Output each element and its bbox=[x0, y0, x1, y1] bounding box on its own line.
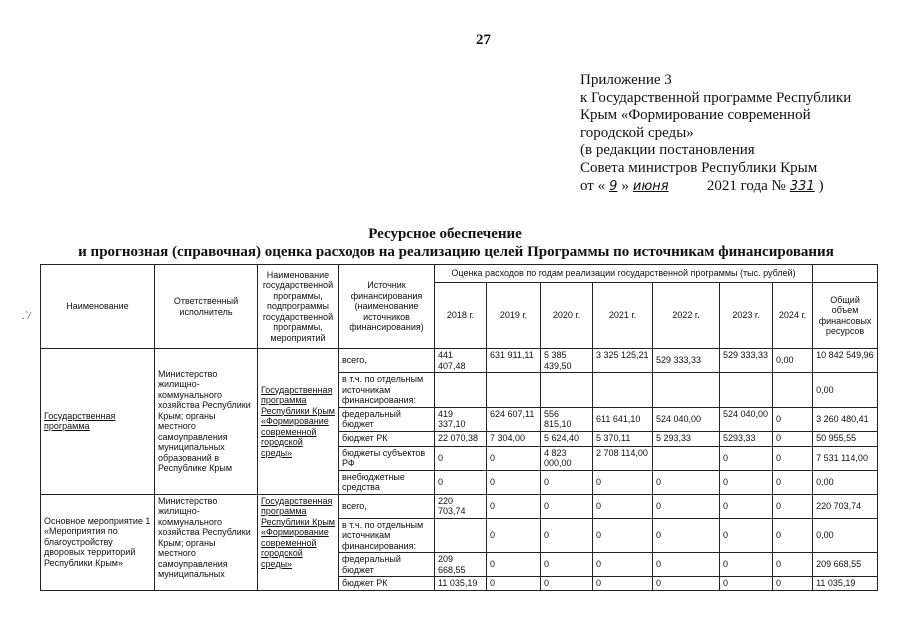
cell-value: 22 070,38 bbox=[435, 431, 487, 446]
cell-total: 11 035,19 bbox=[813, 577, 878, 591]
cell-value bbox=[487, 373, 541, 408]
cell-value: 524 040,00 bbox=[653, 407, 720, 431]
cell-value: 0 bbox=[720, 470, 773, 494]
cell-value: 0 bbox=[487, 446, 541, 470]
row-responsible: Министерство жилищно-коммунального хозяйства Республики Крым; органы местного самоуправления муниципальных bbox=[155, 494, 258, 590]
cell-value: 11 035,19 bbox=[435, 577, 487, 591]
row-source: бюджеты субъектов РФ bbox=[339, 446, 435, 470]
cell-value: 7 304,00 bbox=[487, 431, 541, 446]
cell-value: 0 bbox=[653, 470, 720, 494]
cell-value: 0 bbox=[435, 446, 487, 470]
cell-value bbox=[593, 373, 653, 408]
cell-value: 529 333,33 bbox=[720, 349, 773, 373]
handwritten-number: 331 bbox=[789, 178, 815, 194]
header-year: 2019 г. bbox=[487, 283, 541, 349]
row-name: Государственная программа bbox=[41, 349, 155, 495]
appendix-line: Приложение 3 bbox=[580, 72, 672, 88]
cell-value bbox=[773, 373, 813, 408]
header-program: Наименование государственной программы, подпрограммы государственной программы, мероприятий bbox=[258, 265, 339, 349]
cell-value: 0 bbox=[541, 494, 593, 518]
row-program: Государственная программа Республики Крым «Формирование современной городской среды» bbox=[258, 349, 339, 495]
header-total: Общий объем финансовых ресурсов bbox=[813, 283, 878, 349]
cell-value: 0 bbox=[487, 518, 541, 553]
cell-total: 209 668,55 bbox=[813, 553, 878, 577]
cell-value: 5293,33 bbox=[720, 431, 773, 446]
header-year: 2020 г. bbox=[541, 283, 593, 349]
cell-value: 4 823 000,00 bbox=[541, 446, 593, 470]
cell-value: 529 333,33 bbox=[653, 349, 720, 373]
cell-value: 0 bbox=[653, 518, 720, 553]
cell-total: 10 842 549,96 bbox=[813, 349, 878, 373]
cell-value: 5 385 439,50 bbox=[541, 349, 593, 373]
date-prefix: от « bbox=[580, 177, 606, 194]
cell-value: 0 bbox=[541, 470, 593, 494]
page-number: 27 bbox=[476, 32, 491, 48]
row-source: федеральный бюджет bbox=[339, 553, 435, 577]
handwritten-day: 9 bbox=[609, 178, 618, 194]
cell-value: 624 607,11 bbox=[487, 407, 541, 431]
header-year: 2024 г. bbox=[773, 283, 813, 349]
row-source: внебюджетные средства bbox=[339, 470, 435, 494]
cell-value: 0 bbox=[541, 577, 593, 591]
cell-total: 0,00 bbox=[813, 373, 878, 408]
date-mid: » bbox=[621, 177, 629, 194]
header-name: Наименование bbox=[41, 265, 155, 349]
cell-value: 524 040,00 bbox=[720, 407, 773, 431]
cell-value: 0 bbox=[773, 470, 813, 494]
cell-total: 50 955,55 bbox=[813, 431, 878, 446]
cell-value: 0 bbox=[773, 494, 813, 518]
cell-value: 556 815,10 bbox=[541, 407, 593, 431]
appendix-line: Совета министров Республики Крым bbox=[580, 159, 818, 176]
cell-total: 7 531 114,00 bbox=[813, 446, 878, 470]
document-title bbox=[0, 225, 904, 261]
appendix-line: к Государственной программе Республики bbox=[580, 89, 852, 106]
appendix-line: (в редакции постановления bbox=[580, 142, 755, 159]
cell-total: 0,00 bbox=[813, 470, 878, 494]
cell-value: 209 668,55 bbox=[435, 553, 487, 577]
appendix-line: городской среды» bbox=[580, 124, 694, 141]
cell-value: 0 bbox=[773, 407, 813, 431]
cell-total: 3 260 480,41 bbox=[813, 407, 878, 431]
cell-value: 0 bbox=[593, 553, 653, 577]
cell-value: 0 bbox=[720, 518, 773, 553]
cell-value: 0 bbox=[720, 494, 773, 518]
header-empty bbox=[813, 265, 878, 283]
cell-value: 611 641,10 bbox=[593, 407, 653, 431]
row-program: Государственная программа Республики Крым «Формирование современной городской среды» bbox=[258, 494, 339, 590]
row-name: Основное мероприятие 1 «Мероприятия по благоустройству дворовых территорий Республики Крым» bbox=[41, 494, 155, 590]
resolution-date-line bbox=[580, 178, 851, 196]
cell-value: 0 bbox=[773, 518, 813, 553]
cell-value: 0 bbox=[487, 553, 541, 577]
cell-value: 0 bbox=[720, 577, 773, 591]
row-source: в т.ч. по отдельным источникам финансирования: bbox=[339, 518, 435, 553]
cell-value: 0 bbox=[653, 494, 720, 518]
row-source: бюджет РК bbox=[339, 577, 435, 591]
cell-value: 0 bbox=[487, 577, 541, 591]
cell-value: 5 624,40 bbox=[541, 431, 593, 446]
cell-value bbox=[720, 373, 773, 408]
header-year: 2021 г. bbox=[593, 283, 653, 349]
cell-value bbox=[435, 373, 487, 408]
date-year: 2021 года № bbox=[706, 177, 786, 194]
header-year: 2022 г. bbox=[653, 283, 720, 349]
cell-value: 0 bbox=[593, 577, 653, 591]
cell-value: 0 bbox=[773, 446, 813, 470]
cell-value: 0 bbox=[653, 577, 720, 591]
resource-table bbox=[40, 264, 878, 591]
cell-value: 0 bbox=[487, 470, 541, 494]
cell-value bbox=[653, 446, 720, 470]
cell-total: 0,00 bbox=[813, 518, 878, 553]
cell-value: 0 bbox=[593, 470, 653, 494]
cell-value: 0 bbox=[773, 431, 813, 446]
cell-value: 220 703,74 bbox=[435, 494, 487, 518]
header-year: 2018 г. bbox=[435, 283, 487, 349]
cell-value: 419 337,10 bbox=[435, 407, 487, 431]
margin-mark: .`/ bbox=[22, 311, 31, 322]
header-year: 2023 г. bbox=[720, 283, 773, 349]
row-source: федеральный бюджет bbox=[339, 407, 435, 431]
row-source: всего, bbox=[339, 494, 435, 518]
cell-value: 0 bbox=[773, 577, 813, 591]
cell-value bbox=[541, 373, 593, 408]
table-row bbox=[41, 349, 878, 373]
cell-value: 0 bbox=[593, 518, 653, 553]
cell-value: 0 bbox=[653, 553, 720, 577]
cell-value: 0 bbox=[541, 553, 593, 577]
cell-value: 0 bbox=[720, 553, 773, 577]
title-line-1: Ресурсное обеспечение bbox=[368, 226, 522, 242]
cell-value: 0 bbox=[720, 446, 773, 470]
table-row bbox=[41, 494, 878, 518]
cell-total: 220 703,74 bbox=[813, 494, 878, 518]
header-source: Источник финансирования (наименование источников финансирования) bbox=[339, 265, 435, 349]
date-suffix: ) bbox=[818, 177, 824, 194]
row-responsible: Министерство жилищно-коммунального хозяйства Республики Крым; органы местного самоуправления муниципальных образований в Республике Крым bbox=[155, 349, 258, 495]
cell-value: 0 bbox=[541, 518, 593, 553]
cell-value: 631 911,11 bbox=[487, 349, 541, 373]
row-source: в т.ч. по отдельным источникам финансирования: bbox=[339, 373, 435, 408]
cell-value: 5 293,33 bbox=[653, 431, 720, 446]
cell-value: 5 370,11 bbox=[593, 431, 653, 446]
cell-value bbox=[653, 373, 720, 408]
cell-value bbox=[435, 518, 487, 553]
cell-value: 0 bbox=[773, 553, 813, 577]
appendix-line: Крым «Формирование современной bbox=[580, 107, 811, 124]
cell-value: 3 325 125,21 bbox=[593, 349, 653, 373]
cell-value: 0 bbox=[487, 494, 541, 518]
cell-value: 2 708 114,00 bbox=[593, 446, 653, 470]
cell-value: 441 407,48 bbox=[435, 349, 487, 373]
row-source: бюджет РК bbox=[339, 431, 435, 446]
appendix-block bbox=[580, 72, 851, 195]
cell-value: 0,00 bbox=[773, 349, 813, 373]
title-line-2: и прогнозная (справочная) оценка расходов на реализацию целей Программы по источникам финансирования bbox=[78, 244, 834, 260]
header-responsible: Ответственный исполнитель bbox=[155, 265, 258, 349]
cell-value: 0 bbox=[593, 494, 653, 518]
cell-value: 0 bbox=[435, 470, 487, 494]
handwritten-month: июня bbox=[632, 178, 669, 194]
row-source: всего, bbox=[339, 349, 435, 373]
header-estimate: Оценка расходов по годам реализации государственной программы (тыс. рублей) bbox=[435, 265, 813, 283]
